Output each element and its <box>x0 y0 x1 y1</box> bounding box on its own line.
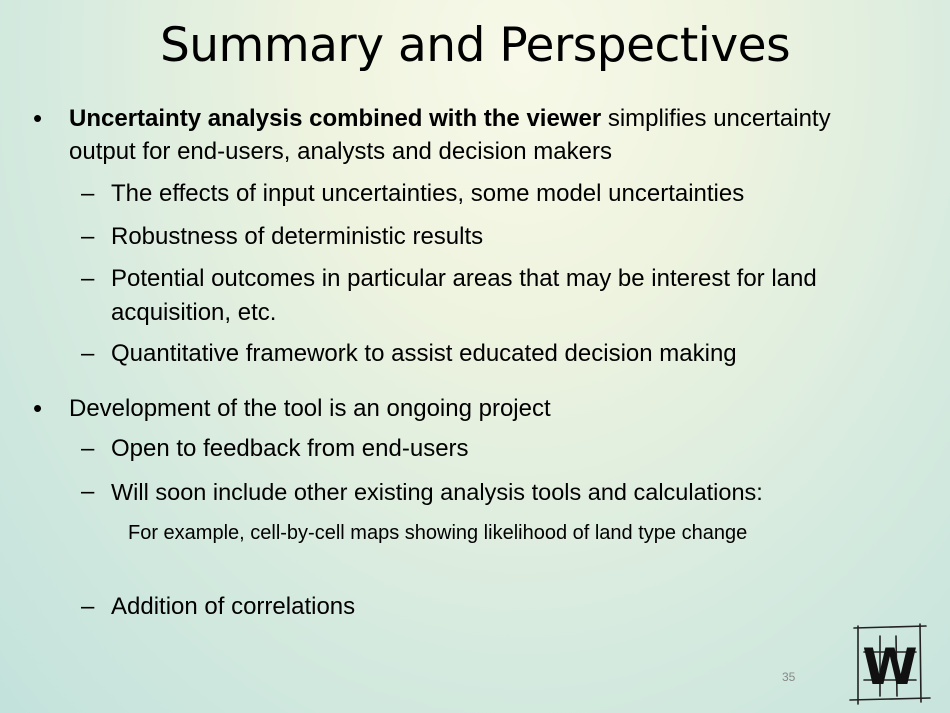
bullet-bold-text: Uncertainty analysis combined with the viewer <box>69 105 602 132</box>
w-grid-logo-icon <box>844 622 932 707</box>
sub-bullet-marker: – <box>81 265 95 292</box>
sub-bullet-marker: – <box>81 340 95 367</box>
sub-bullet-marker: – <box>81 593 95 620</box>
sub-bullet-item: Potential outcomes in particular areas that may be interest for land acquisition, etc. <box>111 265 817 326</box>
sub-bullet-item: Open to feedback from end-users <box>111 435 469 462</box>
sub-bullet-item: Robustness of deterministic results <box>111 223 484 250</box>
bullet-marker: • <box>33 393 43 423</box>
bullet-item <box>69 102 869 168</box>
nested-note: For example, cell-by-cell maps showing likelihood of land type change <box>128 522 748 544</box>
sub-bullet-item: Addition of correlations <box>111 593 356 620</box>
sub-bullet-marker: – <box>81 478 95 505</box>
bullet-item: Development of the tool is an ongoing project <box>69 395 551 422</box>
sub-bullet-marker: – <box>81 435 95 462</box>
logo-letter: W <box>862 638 918 696</box>
sub-bullet-marker: – <box>81 223 95 250</box>
bullet-text: simplifies uncertainty output for end-users, analysts and decision makers <box>69 105 831 165</box>
sub-bullet-item: The effects of input uncertainties, some model uncertainties <box>111 180 745 207</box>
bullet-marker: • <box>33 103 43 133</box>
sub-bullet-item: Will soon include other existing analysis tools and calculations: <box>111 479 763 505</box>
sub-bullet-item: Quantitative framework to assist educated decision making <box>111 340 737 367</box>
slide-number: 35 <box>782 670 796 684</box>
slide-title: Summary and Perspectives <box>159 18 791 73</box>
sub-bullet-marker: – <box>81 180 95 207</box>
